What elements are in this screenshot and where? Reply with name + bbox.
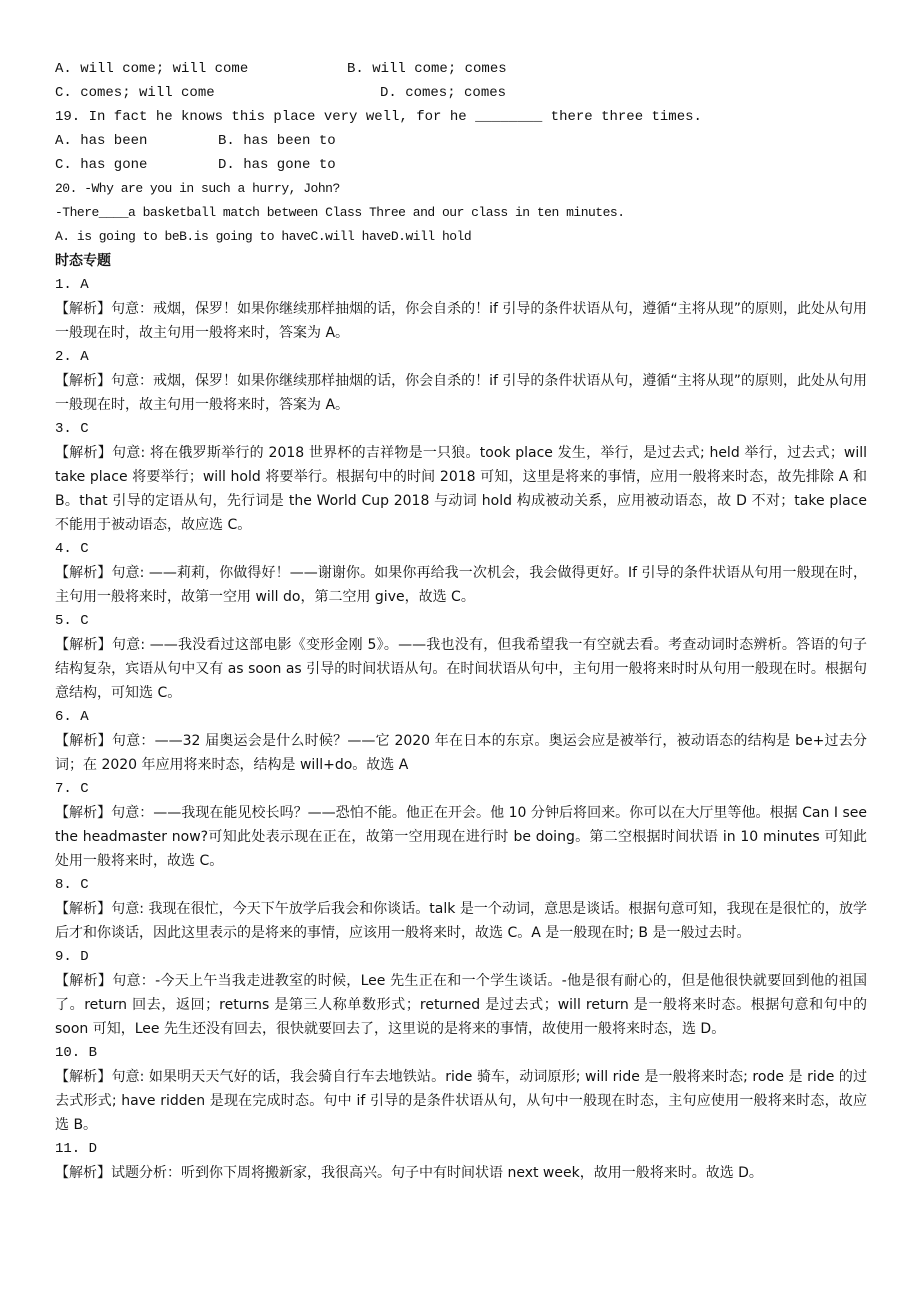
answer-analysis: 【解析】句意：——32 届奥运会是什么时候？——它 2020 年在日本的东京。奥运会应是被举行，被动语态的结构是 be+过去分词；在 2020 年应用将来时态，结构是 will+do。故选 A [55, 733, 867, 773]
answer-number: 5. C [55, 613, 89, 629]
answer-analysis: 【解析】句意: ——莉莉，你做得好！——谢谢你。如果你再给我一次机会，我会做得更好。If 引导的条件状语从句用一般现在时，主句用一般将来时，故第一空用 will do，第二空用 give，故选 C。 [55, 565, 867, 605]
answer-number: 9. D [55, 949, 89, 965]
answer-entry-6 [55, 705, 867, 777]
answer-number: 6. A [55, 709, 89, 725]
answer-entry-11 [55, 1137, 867, 1185]
answer-number: 3. C [55, 421, 89, 437]
answer-analysis: 【解析】句意：-今天上午当我走进教室的时候，Lee 先生正在和一个学生谈话。-他是很有耐心的，但是他很快就要回到他的祖国了。return 回去，返回；returns 是第三人称单数形式；returned 是过去式；will return 是一般将来时态。根据句意和句中的 soon 可知，Lee 先生还没有回去，很快就要回去了，这里说的是将来的事情，故使用一般将来时态，选 D。 [55, 973, 867, 1037]
q19-option-d: D. has gone to [218, 157, 336, 173]
q20-options: A. is going to beB.is going to haveC.will haveD.will hold [55, 229, 472, 244]
answer-analysis: 【解析】句意: 我现在很忙，今天下午放学后我会和你谈话。talk 是一个动词，意思是谈话。根据句意可知，我现在是很忙的，放学后才和你谈话，因此这里表示的是将来的事情，应该用一般将来时，故选 C。A 是一般现在时; B 是一般过去时。 [55, 901, 867, 941]
answer-analysis: 【解析】句意: ——我没看过这部电影《变形金刚 5》。——我也没有，但我希望我一有空就去看。考查动词时态辨析。答语的句子结构复杂，宾语从句中又有 as soon as 引导的时间状语从句。在时间状语从句中，主句用一般将来时时从句用一般现在时。根据句意结构，可知选 C。 [55, 637, 867, 701]
q19-option-b: B. has been to [218, 133, 336, 149]
q18-option-a: A. will come; will come [55, 61, 249, 77]
answer-analysis: 【解析】句意：戒烟，保罗！如果你继续那样抽烟的话，你会自杀的！if 引导的条件状语从句，遵循“主将从现”的原则，此处从句用一般现在时，故主句用一般将来时，答案为 A。 [55, 301, 867, 341]
answer-entry-9 [55, 945, 867, 1041]
answer-entry-3 [55, 417, 867, 537]
answer-number: 2. A [55, 349, 89, 365]
q19-options-row-1 [55, 129, 867, 153]
answer-entry-8 [55, 873, 867, 945]
answer-number: 8. C [55, 877, 89, 893]
q19-options-row-2 [55, 153, 867, 177]
q19-option-a: A. has been [55, 133, 148, 149]
q20-stem: 20. -Why are you in such a hurry, John? [55, 181, 340, 196]
section-title: 时态专题 [55, 253, 111, 269]
answer-entry-2 [55, 345, 867, 417]
answer-number: 7. C [55, 781, 89, 797]
document-page [55, 57, 867, 1185]
q18-options-row-2 [55, 81, 867, 105]
answer-entry-10 [55, 1041, 867, 1137]
answer-analysis: 【解析】句意：——我现在能见校长吗？——恐怕不能。他正在开会。他 10 分钟后将回来。你可以在大厅里等他。根据 Can I see the headmaster now?可知此处表示现在正在，故第一空用现在进行时 be doing。第二空根据时间状语 in 10 minutes 可知此处用一般将来时，故选 C。 [55, 805, 867, 869]
q18-option-c: C. comes; will come [55, 85, 215, 101]
answer-analysis: 【解析】句意: 如果明天天气好的话，我会骑自行车去地铁站。ride 骑车，动词原形; will ride 是一般将来时态; rode 是 ride 的过去式形式; have ridden 是现在完成时态。句中 if 引导的是条件状语从句，从句中一般现在时态，主句应使用一般将来时态，故应选 B。 [55, 1069, 867, 1133]
q18-option-d: D. comes; comes [380, 85, 507, 101]
q19-option-c: C. has gone [55, 157, 148, 173]
answer-number: 10. B [55, 1045, 98, 1061]
answer-entry-5 [55, 609, 867, 705]
q18-option-b: B. will come; comes [347, 61, 507, 77]
answer-number: 1. A [55, 277, 89, 293]
answer-number: 4. C [55, 541, 89, 557]
q20-dialogue-line: -There____a basketball match between Class Three and our class in ten minutes. [55, 205, 625, 220]
answer-entry-4 [55, 537, 867, 609]
answer-entry-1 [55, 273, 867, 345]
answer-analysis: 【解析】试题分析：听到你下周将搬新家，我很高兴。句子中有时间状语 next week，故用一般将来时。故选 D。 [55, 1165, 763, 1181]
answer-number: 11. D [55, 1141, 98, 1157]
answer-entry-7 [55, 777, 867, 873]
q19-stem: 19. In fact he knows this place very well, for he ________ there three times. [55, 109, 702, 125]
answer-analysis: 【解析】句意: 将在俄罗斯举行的 2018 世界杯的吉祥物是一只狼。took place 发生，举行，是过去式; held 举行，过去式；will take place 将要举行；will hold 将要举行。根据句中的时间 2018 可知，这里是将来的事情，应用一般将来时态，故先排除 A 和 B。that 引导的定语从句，先行词是 the World Cup 2018 与动词 hold 构成被动关系，应用被动语态，故 D 不对；take place 不能用于被动语态，故应选 C。 [55, 445, 867, 533]
answer-analysis: 【解析】句意：戒烟，保罗！如果你继续那样抽烟的话，你会自杀的！if 引导的条件状语从句，遵循“主将从现”的原则，此处从句用一般现在时，故主句用一般将来时，答案为 A。 [55, 373, 867, 413]
q18-options-row-1 [55, 57, 867, 81]
